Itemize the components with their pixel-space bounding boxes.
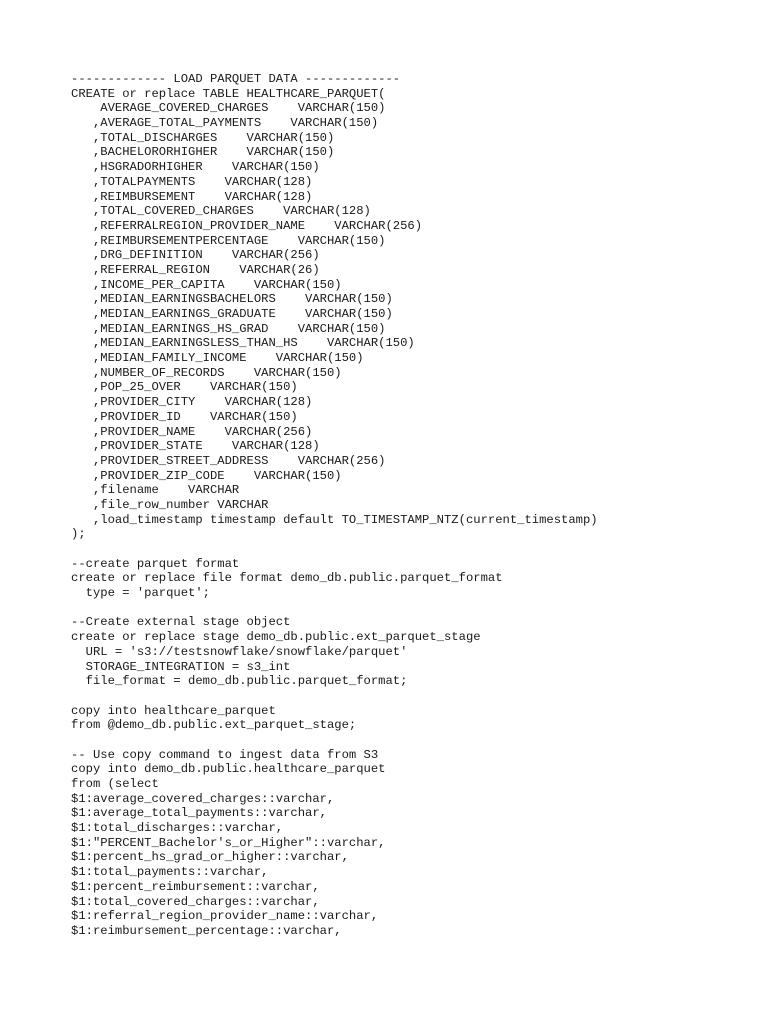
code-line: ,TOTALPAYMENTS VARCHAR(128) bbox=[71, 174, 313, 189]
code-line: ,INCOME_PER_CAPITA VARCHAR(150) bbox=[71, 277, 342, 292]
code-line: ------------- LOAD PARQUET DATA ------------- bbox=[71, 72, 401, 86]
code-line: $1:total_payments::varchar, bbox=[71, 865, 269, 880]
code-line: ,PROVIDER_ID VARCHAR(150) bbox=[71, 409, 298, 424]
code-line: ,REIMBURSEMENT VARCHAR(128) bbox=[71, 189, 313, 204]
code-line: ,PROVIDER_NAME VARCHAR(256) bbox=[71, 424, 313, 439]
code-line: ,POP_25_OVER VARCHAR(150) bbox=[71, 380, 298, 395]
code-line bbox=[71, 601, 761, 616]
code-line: ,REFERRALREGION_PROVIDER_NAME VARCHAR(256) bbox=[71, 218, 423, 233]
code-line: ,PROVIDER_STATE VARCHAR(128) bbox=[71, 439, 320, 454]
code-line: ); bbox=[71, 527, 86, 542]
code-line: $1:average_covered_charges::varchar, bbox=[71, 791, 335, 806]
code-line: ,TOTAL_DISCHARGES VARCHAR(150) bbox=[71, 130, 335, 145]
code-line: STORAGE_INTEGRATION = s3_int bbox=[71, 659, 291, 674]
code-line: create or replace file format demo_db.public.parquet_format bbox=[71, 571, 503, 586]
code-line: ,DRG_DEFINITION VARCHAR(256) bbox=[71, 248, 320, 263]
code-line: $1:average_total_payments::varchar, bbox=[71, 806, 327, 821]
code-line: copy into healthcare_parquet bbox=[71, 703, 276, 718]
code-line: ,PROVIDER_CITY VARCHAR(128) bbox=[71, 395, 313, 410]
code-line: ,MEDIAN_EARNINGSBACHELORS VARCHAR(150) bbox=[71, 292, 393, 307]
code-line: $1:"PERCENT_Bachelor's_or_Higher"::varchar, bbox=[71, 835, 386, 850]
code-line bbox=[71, 733, 761, 748]
code-line: ,PROVIDER_ZIP_CODE VARCHAR(150) bbox=[71, 468, 342, 483]
code-line: ,MEDIAN_FAMILY_INCOME VARCHAR(150) bbox=[71, 351, 364, 366]
code-line: CREATE or replace TABLE HEALTHCARE_PARQUET( bbox=[71, 86, 386, 101]
code-line: $1:percent_reimbursement::varchar, bbox=[71, 879, 320, 894]
code-line: -- Use copy command to ingest data from S3 bbox=[71, 747, 379, 762]
code-line: $1:referral_region_provider_name::varchar, bbox=[71, 909, 379, 924]
code-line: ,REIMBURSEMENTPERCENTAGE VARCHAR(150) bbox=[71, 233, 386, 248]
code-line: copy into demo_db.public.healthcare_parquet bbox=[71, 762, 386, 777]
code-line: $1:percent_hs_grad_or_higher::varchar, bbox=[71, 850, 349, 865]
code-line: AVERAGE_COVERED_CHARGES VARCHAR(150) bbox=[71, 101, 386, 116]
code-line: ,PROVIDER_STREET_ADDRESS VARCHAR(256) bbox=[71, 453, 386, 468]
code-line: ,MEDIAN_EARNINGSLESS_THAN_HS VARCHAR(150) bbox=[71, 336, 415, 351]
code-line: create or replace stage demo_db.public.ext_parquet_stage bbox=[71, 630, 481, 645]
code-line: URL = 's3://testsnowflake/snowflake/parquet' bbox=[71, 644, 408, 659]
code-document bbox=[71, 72, 761, 939]
code-line: from (select bbox=[71, 777, 159, 791]
code-line: ,HSGRADORHIGHER VARCHAR(150) bbox=[71, 160, 320, 175]
code-line: ,TOTAL_COVERED_CHARGES VARCHAR(128) bbox=[71, 204, 371, 219]
code-line: ,NUMBER_OF_RECORDS VARCHAR(150) bbox=[71, 365, 342, 380]
code-line: $1:total_covered_charges::varchar, bbox=[71, 894, 320, 909]
code-line bbox=[71, 542, 761, 557]
code-line: --create parquet format bbox=[71, 556, 240, 571]
code-line: ,BACHELORORHIGHER VARCHAR(150) bbox=[71, 145, 335, 160]
code-line: ,filename VARCHAR bbox=[71, 483, 240, 498]
code-line bbox=[71, 689, 761, 704]
code-line: ,load_timestamp timestamp default TO_TIMESTAMP_NTZ(current_timestamp) bbox=[71, 512, 598, 527]
code-line: ,AVERAGE_TOTAL_PAYMENTS VARCHAR(150) bbox=[71, 116, 379, 131]
code-line: ,MEDIAN_EARNINGS_HS_GRAD VARCHAR(150) bbox=[71, 321, 386, 336]
code-line: --Create external stage object bbox=[71, 615, 291, 630]
code-line: ,REFERRAL_REGION VARCHAR(26) bbox=[71, 262, 320, 277]
code-line: ,file_row_number VARCHAR bbox=[71, 497, 269, 512]
code-line: from @demo_db.public.ext_parquet_stage; bbox=[71, 718, 357, 733]
code-line: file_format = demo_db.public.parquet_format; bbox=[71, 674, 408, 689]
code-line: type = 'parquet'; bbox=[71, 586, 210, 601]
code-line: ,MEDIAN_EARNINGS_GRADUATE VARCHAR(150) bbox=[71, 307, 393, 321]
code-line: $1:total_discharges::varchar, bbox=[71, 821, 284, 836]
code-line: $1:reimbursement_percentage::varchar, bbox=[71, 923, 342, 938]
